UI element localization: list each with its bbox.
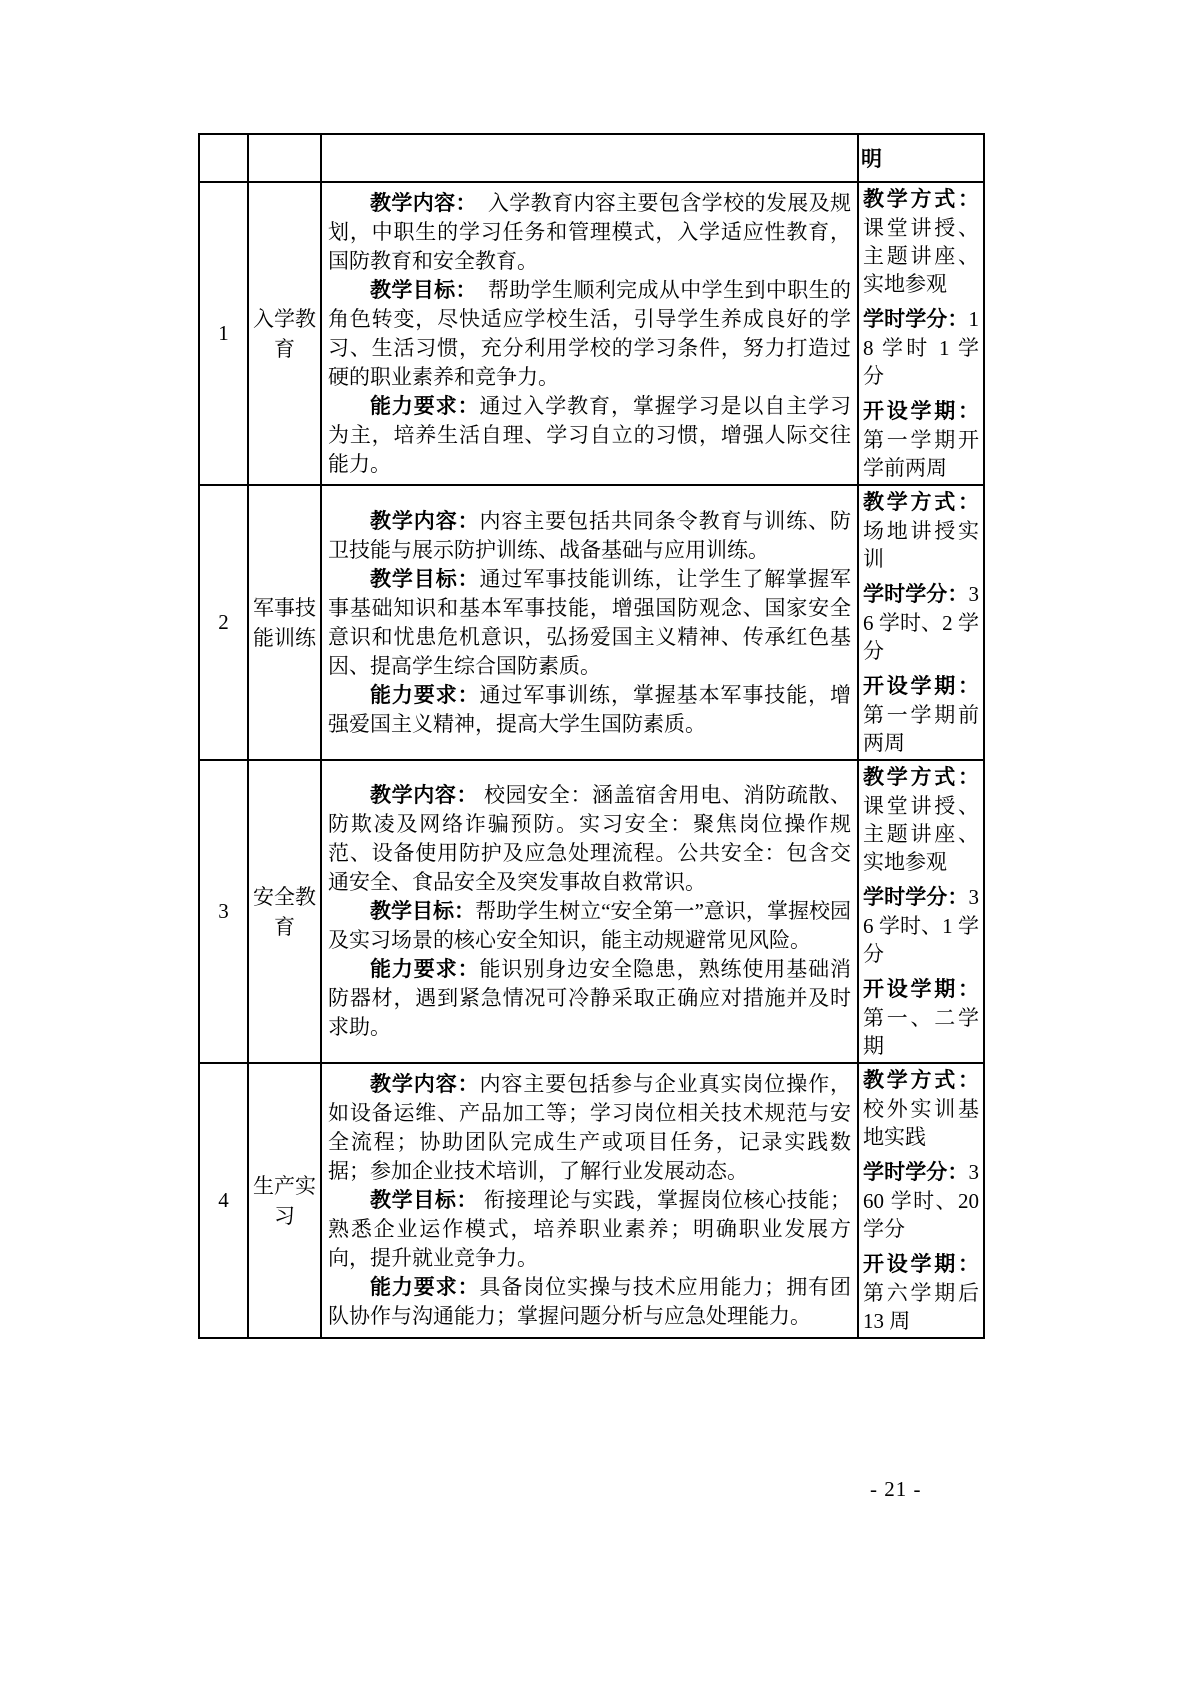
sidebar-text: 校外实训基地实践 [863, 1097, 979, 1149]
header-cell-number [199, 134, 248, 182]
sidebar-text: 课堂讲授、主题讲座、实地参观 [863, 794, 979, 874]
sidebar-hours-credits [863, 1158, 979, 1243]
row-number: 1 [199, 182, 248, 485]
sidebar-text: 场地讲授实训 [863, 519, 979, 571]
paragraph-label: 能力要求： [370, 958, 480, 981]
paragraph-label: 能力要求： [370, 394, 480, 418]
paragraph-teaching-goal [328, 276, 851, 392]
paragraph-teaching-goal [328, 565, 851, 681]
paragraph-text: 具备岗位实操与技术应用能力；拥有团队协作与沟通能力；掌握问题分析与应急处理能力。 [328, 1275, 852, 1328]
row-category: 安全教育 [248, 760, 321, 1063]
sidebar-text: 360 学时、20 学分 [863, 1160, 979, 1241]
sidebar-text: 18 学时 1 学分 [863, 307, 979, 388]
paragraph-ability-requirement [328, 392, 851, 479]
paragraph-ability-requirement [328, 1273, 851, 1331]
paragraph-text: 帮助学生树立“安全第一”意识，掌握校园及实习场景的核心安全知识，能主动规避常见风险。 [328, 899, 851, 952]
page-number: - 21 - [870, 1477, 922, 1501]
paragraph-label: 教学内容： [370, 784, 479, 807]
sidebar-hours-credits [863, 883, 979, 968]
sidebar-semester [863, 1250, 979, 1335]
paragraph-teaching-goal [328, 897, 851, 955]
sidebar-teaching-method [863, 763, 979, 876]
row-sidebar [858, 182, 984, 485]
sidebar-label: 学时学分： [863, 583, 969, 606]
paragraph-teaching-goal [328, 1186, 851, 1273]
sidebar-text: 第六学期后 13 周 [863, 1281, 979, 1333]
paragraph-text: 内容主要包括共同条令教育与训练、防卫技能与展示防护训练、战备基础与应用训练。 [328, 508, 852, 562]
row-sidebar [858, 1063, 984, 1338]
curriculum-table [198, 133, 985, 1339]
row-content [321, 760, 858, 1063]
sidebar-semester [863, 975, 979, 1060]
sidebar-text: 36 学时、1 学分 [863, 885, 979, 966]
sidebar-text: 第一学期前两周 [863, 703, 979, 755]
paragraph-text: 衔接理论与实践，掌握岗位核心技能；熟悉企业运作模式，培养职业素养；明确职业发展方向，提升就业竞争力。 [328, 1188, 851, 1270]
paragraph-text: 入学教育内容主要包含学校的发展及规划，中职生的学习任务和管理模式，入学适应性教育，国防教育和安全教育。 [328, 190, 852, 273]
paragraph-label: 教学目标： [370, 900, 476, 923]
paragraph-label: 教学内容： [370, 191, 467, 215]
sidebar-hours-credits [863, 305, 979, 390]
paragraph-teaching-content [328, 1070, 851, 1186]
sidebar-teaching-method [863, 185, 979, 298]
paragraph-ability-requirement [328, 955, 851, 1042]
sidebar-label: 学时学分： [863, 1161, 969, 1184]
row-number: 2 [199, 485, 248, 760]
sidebar-label: 教学方式： [863, 766, 979, 789]
paragraph-label: 教学目标： [370, 278, 467, 302]
sidebar-text: 课堂讲授、主题讲座、实地参观 [863, 216, 979, 296]
paragraph-teaching-content [328, 507, 851, 565]
row-content [321, 1063, 858, 1338]
sidebar-semester [863, 672, 979, 757]
sidebar-label: 开设学期： [863, 1253, 979, 1276]
sidebar-label: 学时学分： [863, 886, 969, 909]
sidebar-teaching-method [863, 488, 979, 573]
sidebar-teaching-method [863, 1066, 979, 1151]
paragraph-text: 通过军事训练，掌握基本军事技能，增强爱国主义精神，提高大学生国防素质。 [328, 682, 852, 736]
header-cell-note: 明 [858, 134, 984, 182]
table-row [199, 760, 984, 1063]
row-number: 3 [199, 760, 248, 1063]
paragraph-label: 能力要求： [370, 683, 480, 707]
table-row [199, 1063, 984, 1338]
sidebar-label: 教学方式： [863, 1069, 979, 1092]
paragraph-label: 能力要求： [370, 1276, 480, 1299]
sidebar-label: 教学方式： [863, 491, 979, 514]
header-cell-category [248, 134, 321, 182]
sidebar-label: 开设学期： [863, 675, 979, 698]
paragraph-label: 教学目标： [370, 567, 480, 591]
sidebar-text: 第一、二学期 [863, 1006, 979, 1058]
sidebar-label: 开设学期： [863, 978, 979, 1001]
paragraph-text: 能识别身边安全隐患，熟练使用基础消防器材，遇到紧急情况可冷静采取正确应对措施并及时求助。 [328, 957, 852, 1039]
paragraph-text: 通过军事技能训练，让学生了解掌握军事基础知识和基本军事技能，增强国防观念、国家安全意识和忧患危机意识，弘扬爱国主义精神、传承红色基因、提高学生综合国防素质。 [328, 566, 852, 678]
row-category: 入学教育 [248, 182, 321, 485]
sidebar-text: 36 学时、2 学分 [863, 582, 979, 663]
header-cell-content [321, 134, 858, 182]
table-header-row [199, 134, 984, 182]
paragraph-label: 教学目标： [370, 1189, 479, 1212]
row-category: 生产实习 [248, 1063, 321, 1338]
row-sidebar [858, 760, 984, 1063]
row-content [321, 485, 858, 760]
paragraph-label: 教学内容： [370, 1073, 480, 1096]
paragraph-teaching-content [328, 189, 851, 276]
row-number: 4 [199, 1063, 248, 1338]
paragraph-label: 教学内容： [370, 509, 480, 533]
table-row [199, 182, 984, 485]
row-content [321, 182, 858, 485]
paragraph-text: 帮助学生顺利完成从中学生到中职生的角色转变，尽快适应学校生活，引导学生养成良好的学习、生活习惯，充分利用学校的学习条件，努力打造过硬的职业素养和竞争力。 [328, 277, 852, 389]
row-category: 军事技能训练 [248, 485, 321, 760]
sidebar-label: 学时学分： [863, 308, 969, 331]
paragraph-text: 校园安全：涵盖宿舍用电、消防疏散、防欺凌及网络诈骗预防。实习安全：聚焦岗位操作规范、设备使用防护及应急处理流程。公共安全：包含交通安全、食品安全及突发事故自救常识。 [328, 783, 851, 894]
paragraph-text: 内容主要包括参与企业真实岗位操作，如设备运维、产品加工等；学习岗位相关技术规范与安全流程；协助团队完成生产或项目任务，记录实践数据；参加企业技术培训，了解行业发展动态。 [328, 1072, 852, 1183]
sidebar-semester [863, 397, 979, 482]
sidebar-label: 教学方式： [863, 188, 979, 211]
paragraph-text: 通过入学教育，掌握学习是以自主学习为主，培养生活自理、学习自立的习惯，增强人际交往能力。 [328, 393, 852, 476]
paragraph-ability-requirement [328, 681, 851, 739]
row-sidebar [858, 485, 984, 760]
sidebar-label: 开设学期： [863, 400, 979, 423]
sidebar-hours-credits [863, 580, 979, 665]
sidebar-text: 第一学期开学前两周 [863, 428, 979, 480]
table-row [199, 485, 984, 760]
paragraph-teaching-content [328, 781, 851, 897]
